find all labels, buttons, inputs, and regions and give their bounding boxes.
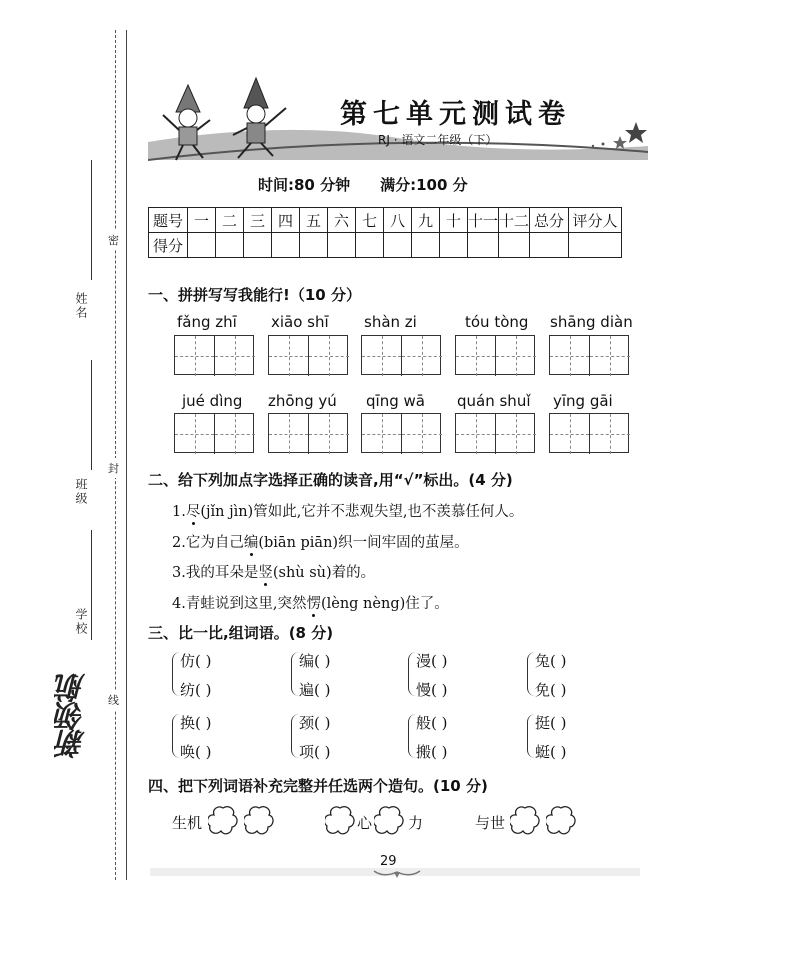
score-input-cell[interactable] <box>569 233 622 258</box>
word-pair-bottom[interactable]: 免( ) <box>535 681 567 699</box>
seal-mark-feng: 封 <box>108 458 119 478</box>
pinyin-label: jué dìng <box>182 392 243 410</box>
idiom-prefix: 与世 <box>475 814 506 832</box>
table-cell: 五 <box>300 208 328 233</box>
score-input-cell[interactable] <box>244 233 272 258</box>
score-input-cell[interactable] <box>412 233 440 258</box>
writing-grid[interactable] <box>174 413 254 453</box>
page-subtitle: RJ · 语文二年级（下） <box>378 133 498 147</box>
class-label: 班级 <box>74 478 88 506</box>
score-input-cell[interactable] <box>328 233 356 258</box>
pinyin-label: tóu tòng <box>465 313 529 331</box>
score-input-cell[interactable] <box>384 233 412 258</box>
writing-grid[interactable] <box>361 335 441 375</box>
time-label: 时间:80 分钟 <box>258 176 351 194</box>
score-input-cell[interactable] <box>530 233 569 258</box>
writing-grid[interactable] <box>549 335 629 375</box>
writing-grid[interactable] <box>268 335 348 375</box>
idiom-middle: 心 <box>357 814 373 832</box>
score-input-cell[interactable] <box>272 233 300 258</box>
pinyin-label: quán shuǐ <box>457 392 531 410</box>
pinyin-label: shàn zi <box>364 313 417 331</box>
table-cell: 题号 <box>149 208 188 233</box>
word-pair-bottom[interactable]: 唤( ) <box>180 743 212 761</box>
seal-mark-mi: 密 <box>108 230 119 250</box>
star-icon <box>613 136 627 149</box>
word-pair-top[interactable]: 仿( ) <box>180 652 212 670</box>
name-underline <box>91 160 92 280</box>
table-cell: 十二 <box>499 208 530 233</box>
flower-blank-icon[interactable] <box>208 805 240 837</box>
word-pair-bottom[interactable]: 慢( ) <box>416 681 448 699</box>
exam-info <box>258 174 468 195</box>
table-cell: 一 <box>188 208 216 233</box>
flower-blank-icon[interactable] <box>244 805 276 837</box>
table-cell: 四 <box>272 208 300 233</box>
table-cell: 七 <box>356 208 384 233</box>
score-input-cell[interactable] <box>300 233 328 258</box>
class-underline <box>91 360 92 470</box>
flower-blank-icon[interactable] <box>374 805 406 837</box>
school-underline <box>91 530 92 640</box>
word-pair-top[interactable]: 兔( ) <box>535 652 567 670</box>
section-2-title: 二、给下列加点字选择正确的读音,用“√”标出。(4 分) <box>148 471 513 489</box>
table-row <box>149 233 622 258</box>
word-pair-bottom[interactable]: 项( ) <box>299 743 331 761</box>
star-icon <box>625 122 647 143</box>
idiom-suffix: 力 <box>408 814 424 832</box>
section-3-title: 三、比一比,组词语。(8 分) <box>148 624 334 642</box>
dotted-char: 编 <box>243 535 259 551</box>
pinyin-label: qīng wā <box>366 392 425 410</box>
word-pair-top[interactable]: 编( ) <box>299 652 331 670</box>
word-pair-bottom[interactable]: 搬( ) <box>416 743 448 761</box>
name-label: 姓名 <box>74 292 88 320</box>
flower-blank-icon[interactable] <box>510 805 542 837</box>
table-cell: 得分 <box>149 233 188 258</box>
score-table <box>148 207 622 258</box>
score-input-cell[interactable] <box>499 233 530 258</box>
question-2-1: 1.尽(jǐn jìn)管如此,它并不悲观失望,也不羡慕任何人。 <box>172 504 524 520</box>
word-pair-top[interactable]: 挺( ) <box>535 714 567 732</box>
word-pair-bottom[interactable]: 纺( ) <box>180 681 212 699</box>
score-input-cell[interactable] <box>188 233 216 258</box>
pinyin-label: yīng gāi <box>553 392 613 410</box>
table-cell: 十 <box>440 208 468 233</box>
footer-ornament-icon <box>372 868 422 880</box>
table-row <box>149 208 622 233</box>
dotted-char: 尽 <box>185 504 201 520</box>
page-number: 29 <box>380 854 397 869</box>
table-cell: 评分人 <box>569 208 622 233</box>
binding-line-outer <box>126 30 127 880</box>
writing-grid[interactable] <box>174 335 254 375</box>
question-2-3: 3.我的耳朵是竖(shù sù)着的。 <box>172 565 376 581</box>
dotted-char: 愣 <box>306 596 321 612</box>
word-pair-bottom[interactable]: 蜓( ) <box>535 743 567 761</box>
pinyin-label: fǎng zhī <box>177 313 237 331</box>
table-cell: 九 <box>412 208 440 233</box>
star-dot <box>602 143 605 146</box>
table-cell: 六 <box>328 208 356 233</box>
table-cell: 八 <box>384 208 412 233</box>
word-pair-top[interactable]: 颈( ) <box>299 714 331 732</box>
flower-blank-icon[interactable] <box>546 805 578 837</box>
word-pair-bottom[interactable]: 遍( ) <box>299 681 331 699</box>
writing-grid[interactable] <box>455 335 535 375</box>
score-input-cell[interactable] <box>468 233 499 258</box>
section-4-title: 四、把下列词语补充完整并任选两个造句。(10 分) <box>148 777 488 795</box>
table-cell: 十一 <box>468 208 499 233</box>
dotted-char: 竖 <box>258 565 273 581</box>
pinyin-label: shāng diàn <box>550 313 633 331</box>
star-dot <box>592 145 594 147</box>
writing-grid[interactable] <box>361 413 441 453</box>
writing-grid[interactable] <box>268 413 348 453</box>
school-label: 学校 <box>74 608 88 636</box>
writing-grid[interactable] <box>455 413 535 453</box>
binding-line-cut <box>115 30 116 880</box>
pinyin-label: xiāo shī <box>271 313 329 331</box>
table-cell: 三 <box>244 208 272 233</box>
section-1-title: 一、拼拼写写我能行!（10 分） <box>148 286 361 304</box>
question-2-2: 2.它为自己编(biān piān)织一间牢固的茧屋。 <box>172 535 469 551</box>
word-pair-top[interactable]: 漫( ) <box>416 652 448 670</box>
idiom-prefix: 生机 <box>172 814 203 832</box>
word-pair-top[interactable]: 换( ) <box>180 714 212 732</box>
score-input-cell[interactable] <box>216 233 244 258</box>
word-pair-top[interactable]: 般( ) <box>416 714 448 732</box>
writing-grid[interactable] <box>549 413 629 453</box>
seal-mark-xian: 线 <box>108 690 119 710</box>
score-label: 满分:100 分 <box>380 176 468 194</box>
brand-logo: 新领航 <box>56 675 91 759</box>
score-input-cell[interactable] <box>440 233 468 258</box>
score-input-cell[interactable] <box>356 233 384 258</box>
question-2-4: 4.青蛙说到这里,突然愣(lèng nèng)住了。 <box>172 596 449 612</box>
flower-blank-icon[interactable] <box>325 805 357 837</box>
table-cell: 总分 <box>530 208 569 233</box>
table-cell: 二 <box>216 208 244 233</box>
pinyin-label: zhōng yú <box>268 392 337 410</box>
page-title: 第七单元测试卷 <box>340 99 571 130</box>
